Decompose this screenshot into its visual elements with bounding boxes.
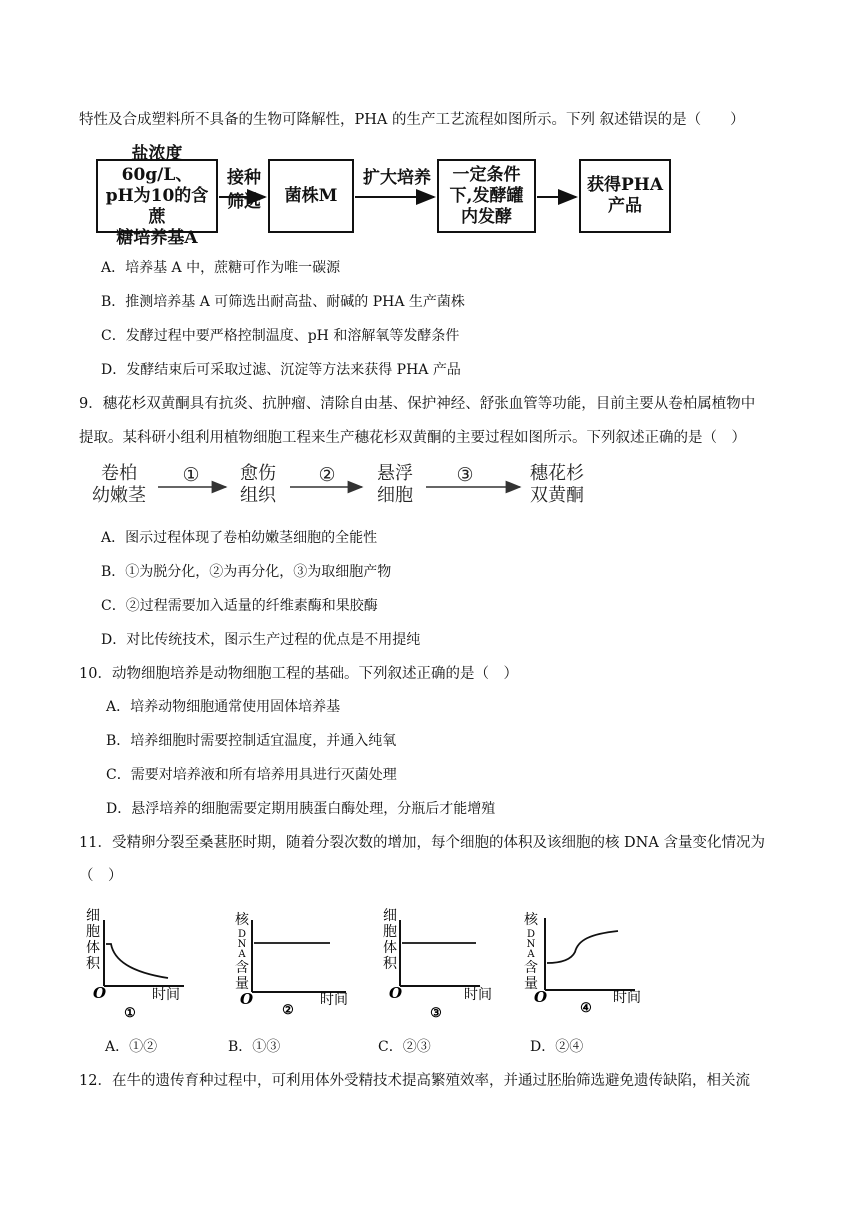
q9-option-b[interactable]: B．①为脱分化，②为再分化，③为取细胞产物 — [101, 564, 392, 580]
q11-graph4-ylabel-5: 量 — [524, 976, 538, 992]
q11-graph1-num: ① — [124, 1006, 136, 1021]
q11-graph2-ylabel-1: D — [237, 929, 247, 940]
q11-graph1-ylabel-1: 胞 — [86, 924, 100, 940]
flow-box-medium-a-line3: 糖培养基A — [116, 227, 198, 248]
q11-graph1-ylabel-0: 细 — [86, 908, 100, 924]
q11-graph2-ylabel-2: N — [237, 939, 247, 950]
q11-graph3-ylabel-3: 积 — [383, 956, 397, 972]
q11-graph2-ylabel-0: 核 — [235, 912, 249, 928]
q11-stem-line1: 11．受精卵分裂至桑葚胚时期，随着分裂次数的增加，每个细胞的体积及该细胞的核 DNA 含量变化情况为 — [79, 835, 765, 851]
q11-graph2-ylabel-3: A — [238, 949, 246, 960]
q11-graph-2 — [235, 911, 348, 1018]
q9-node-stem-line1: 卷柏 — [101, 463, 137, 484]
q11-graph2-ylabel-5: 量 — [235, 976, 249, 992]
q11-graphs — [0, 900, 860, 1030]
q9-option-d[interactable]: D．对比传统技术，图示生产过程的优点是不用提纯 — [101, 632, 421, 648]
q11-option-d[interactable]: D．②④ — [530, 1039, 584, 1055]
q11-graph4-ylabel-3: A — [527, 949, 535, 960]
q8-intro: 特性及合成塑料所不具备的生物可降解性，PHA 的生产工艺流程如图所示。下列 叙述错误的是（ ） — [79, 112, 745, 128]
q11-graph2-xlabel: 时间 — [320, 992, 348, 1008]
q9-node-product-line1: 穗花杉 — [530, 463, 584, 484]
flow-box-fermentation-line1: 一定条件 — [452, 164, 521, 185]
q10-option-c[interactable]: C．需要对培养液和所有培养用具进行灭菌处理 — [106, 767, 397, 783]
q11-graph3-ylabel-0: 细 — [383, 908, 397, 924]
q11-graph4-curve — [547, 931, 618, 963]
q11-graph-4 — [524, 911, 641, 1016]
q11-graph1-curve — [106, 944, 168, 978]
q10-option-a[interactable]: A．培养动物细胞通常使用固体培养基 — [106, 699, 341, 715]
q9-node-stem-line2: 幼嫩茎 — [92, 485, 146, 506]
q9-stem-line2: 提取。某科研小组利用植物细胞工程来生产穗花杉双黄酮的主要过程如图所示。下列叙述正确的是（ ） — [79, 430, 746, 446]
q8-option-a[interactable]: A．培养基 A 中，蔗糖可作为唯一碳源 — [101, 260, 341, 276]
q11-stem-line2: （ ） — [79, 868, 123, 884]
q11-graph2-ylabel-4: 含 — [235, 960, 249, 976]
q11-option-b[interactable]: B．①③ — [228, 1039, 281, 1055]
flow-box-fermentation-line3: 内发酵 — [460, 206, 512, 227]
q9-stem-line1: 9．穗花杉双黄酮具有抗炎、抗肿瘤、清除自由基、保护神经、舒张血管等功能，目前主要从卷柏属植物中 — [79, 396, 756, 412]
q11-graph2-origin: O — [240, 990, 254, 1008]
flow-box-product-line1: 获得PHA — [586, 175, 664, 195]
q11-graph1-ylabel-3: 积 — [86, 956, 100, 972]
q8-option-b[interactable]: B．推测培养基 A 可筛选出耐高盐、耐碱的 PHA 生产菌株 — [101, 294, 465, 310]
q11-graph1-xlabel: 时间 — [152, 987, 180, 1003]
q11-option-c[interactable]: C．②③ — [378, 1039, 431, 1055]
q11-graph1-origin: O — [93, 984, 107, 1002]
q11-graph4-ylabel-0: 核 — [524, 912, 538, 928]
q11-graph-3 — [383, 908, 492, 1021]
flow-box-strain-m-label: 菌株M — [284, 185, 338, 206]
q10-stem: 10．动物细胞培养是动物细胞工程的基础。下列叙述正确的是（ ） — [79, 666, 518, 682]
flow-box-medium-a-line2: pH为10的含蔗 — [105, 185, 209, 227]
q9-node-suspension-line1: 悬浮 — [377, 463, 413, 484]
q9-option-c[interactable]: C．②过程需要加入适量的纤维素酶和果胶酶 — [101, 598, 378, 614]
flow-box-product-line2: 产品 — [607, 196, 642, 216]
q11-graph3-ylabel-1: 胞 — [383, 924, 397, 940]
q8-option-c[interactable]: C．发酵过程中要严格控制温度、pH 和溶解氧等发酵条件 — [101, 328, 460, 344]
flow-box-medium-a-line1: 盐浓度60g/L、 — [121, 143, 193, 185]
q11-graph4-ylabel-4: 含 — [524, 960, 538, 976]
q9-step2-label: ② — [318, 464, 336, 486]
q8-option-d[interactable]: D．发酵结束后可采取过滤、沉淀等方法来获得 PHA 产品 — [101, 362, 461, 378]
q9-flow-arrows — [0, 440, 860, 520]
flow-arrow1-label-line1: 接种 — [227, 168, 261, 188]
q9-node-callus-line1: 愈伤 — [240, 463, 276, 484]
q9-node-callus-line2: 组织 — [240, 485, 276, 506]
flow-arrows — [0, 0, 860, 260]
q9-option-a[interactable]: A．图示过程体现了卷柏幼嫩茎细胞的全能性 — [101, 530, 378, 546]
q11-graph4-num: ④ — [580, 1001, 592, 1016]
q11-option-a[interactable]: A．①② — [105, 1039, 158, 1055]
q11-graph3-ylabel-2: 体 — [383, 940, 397, 956]
q10-option-d[interactable]: D．悬浮培养的细胞需要定期用胰蛋白酶处理，分瓶后才能增殖 — [106, 801, 496, 817]
q9-step3-label: ③ — [456, 464, 474, 486]
q10-option-b[interactable]: B．培养细胞时需要控制适宜温度，并通入纯氧 — [106, 733, 397, 749]
q11-graph3-xlabel: 时间 — [464, 987, 492, 1003]
q9-node-suspension-line2: 细胞 — [377, 485, 413, 506]
q11-graph2-num: ② — [282, 1003, 294, 1018]
q12-stem-line1: 12．在牛的遗传育种过程中，可利用体外受精技术提高繁殖效率，并通过胚胎筛选避免遗传缺陷，相关流 — [79, 1073, 750, 1089]
flow-arrow2-label: 扩大培养 — [363, 168, 431, 188]
q11-graph-1 — [86, 908, 184, 1021]
flow-box-fermentation-line2: 下,发酵罐 — [449, 185, 524, 206]
q11-graph4-origin: O — [534, 988, 548, 1006]
q11-graph3-num: ③ — [430, 1006, 442, 1021]
q9-step1-label: ① — [182, 464, 200, 486]
q11-graph4-ylabel-1: D — [526, 929, 536, 940]
flow-arrow1-label-line2: 筛选 — [227, 192, 261, 212]
q11-graph4-ylabel-2: N — [526, 939, 536, 950]
q9-node-product-line2: 双黄酮 — [530, 485, 584, 506]
q11-graph3-origin: O — [389, 984, 403, 1002]
q11-graph4-xlabel: 时间 — [613, 990, 641, 1006]
q11-graph1-ylabel-2: 体 — [86, 940, 100, 956]
